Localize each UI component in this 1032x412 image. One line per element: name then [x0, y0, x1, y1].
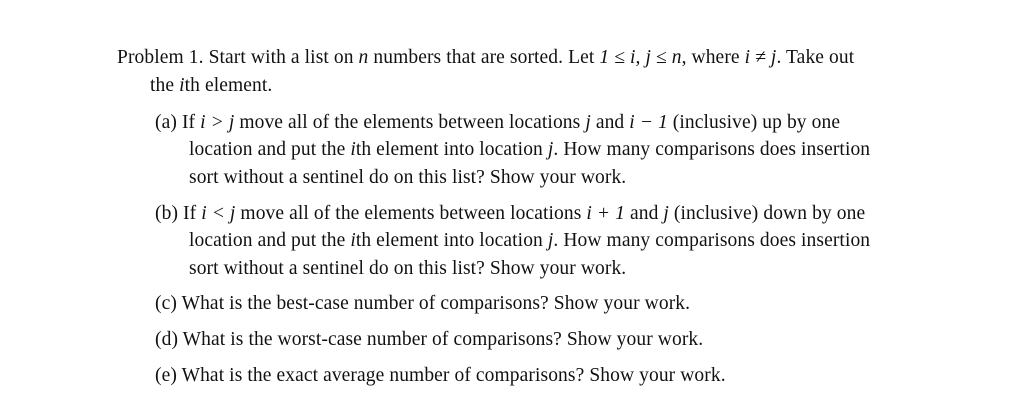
part-a-line-3 — [189, 165, 626, 191]
part-b-label: (b) — [155, 203, 179, 224]
math-j: j — [663, 203, 669, 224]
problem-text: Start with a list on — [208, 47, 359, 68]
part-a-line-1 — [155, 110, 840, 136]
part-d-line — [155, 327, 703, 353]
part-c-line — [155, 291, 690, 317]
part-b-text: sort without a sentinel do on this list? Show your work. — [189, 258, 627, 279]
math-j: j — [585, 112, 591, 133]
part-e-line — [155, 363, 726, 389]
problem-text: , where — [681, 47, 745, 68]
math-n: n — [358, 47, 369, 68]
math-j: j — [547, 230, 554, 251]
problem-line-1 — [117, 45, 854, 71]
problem-text: . Take out — [776, 47, 855, 68]
part-e-text: What is the exact average number of comparisons? Show your work. — [181, 365, 726, 386]
part-b-text: location and put the — [189, 230, 351, 251]
problem-line-2 — [150, 73, 272, 99]
part-b-text: and — [624, 203, 664, 224]
math-i-plus-1: i + 1 — [586, 203, 625, 224]
problem-label: Problem 1. — [117, 47, 204, 68]
math-i-minus-1: i − 1 — [629, 112, 668, 133]
part-a-text: (inclusive) up by one — [667, 112, 841, 133]
part-b-text: . How many comparisons does insertion — [553, 230, 871, 251]
math-condition: i < j — [201, 203, 236, 224]
math-i: i — [179, 75, 185, 96]
part-a-text: . How many comparisons does insertion — [553, 139, 871, 160]
math-range: 1 ≤ i, j ≤ n — [599, 47, 682, 68]
problem-text: the — [150, 75, 180, 96]
math-j: j — [547, 139, 554, 160]
part-c-label: (c) — [155, 293, 177, 314]
part-a-text: move all of the elements between locations — [234, 112, 586, 133]
part-a-text: sort without a sentinel do on this list? Show your work. — [189, 167, 627, 188]
part-b-line-2 — [189, 228, 870, 254]
part-c-text: What is the best-case number of comparisons? Show your work. — [181, 293, 691, 314]
math-neq: i ≠ j — [744, 47, 777, 68]
part-d-text: What is the worst-case number of comparisons? Show your work. — [182, 329, 704, 350]
part-b-line-1 — [155, 201, 865, 227]
math-i: i — [350, 230, 356, 251]
problem-text: th element. — [184, 75, 273, 96]
part-b-text: (inclusive) down by one — [668, 203, 866, 224]
part-b-line-3 — [189, 256, 626, 282]
part-a-line-2 — [189, 137, 870, 163]
part-a-text: If — [181, 112, 201, 133]
part-e-label: (e) — [155, 365, 177, 386]
part-a-text: and — [590, 112, 630, 133]
part-d-label: (d) — [155, 329, 179, 350]
part-b-text: th element into location — [355, 230, 548, 251]
problem-text: numbers that are sorted. Let — [368, 47, 600, 68]
part-b-text: If — [183, 203, 202, 224]
part-a-text: location and put the — [189, 139, 351, 160]
part-a-label: (a) — [155, 112, 177, 133]
math-condition: i > j — [200, 112, 235, 133]
math-i: i — [350, 139, 356, 160]
part-a-text: th element into location — [355, 139, 548, 160]
part-b-text: move all of the elements between locations — [235, 203, 587, 224]
